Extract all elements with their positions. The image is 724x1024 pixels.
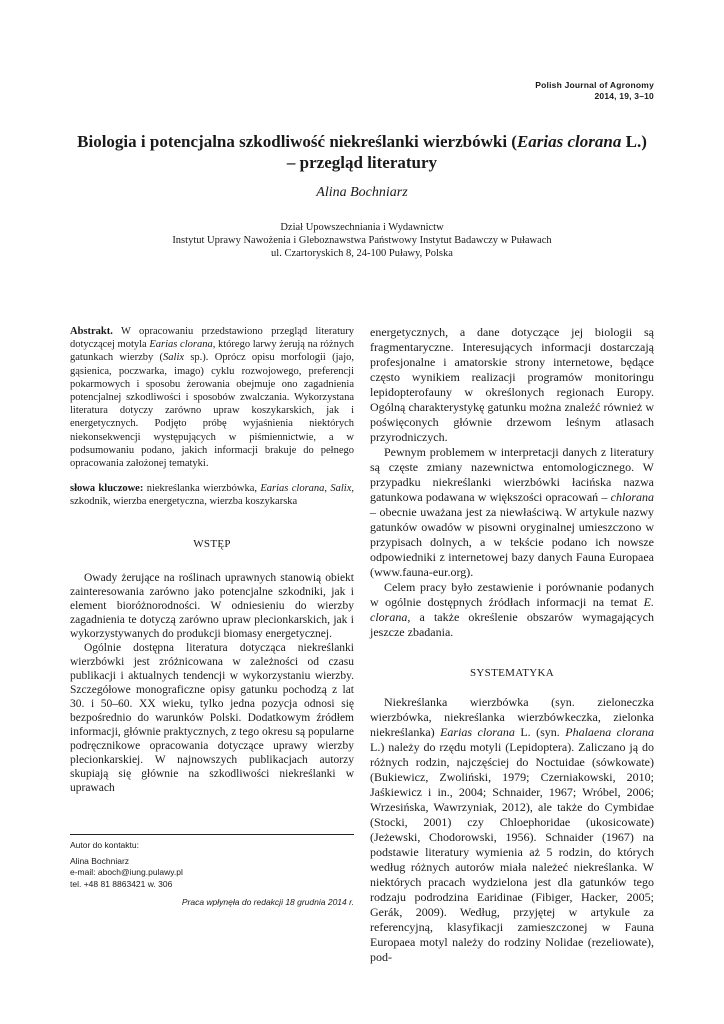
systematics-paragraph [370,695,654,965]
affiliation-line2: Instytut Uprawy Nawożenia i Gleboznawstwa Państwowy Instytut Badawczy w Puławach [172,235,552,246]
right-paragraph-2 [370,445,654,580]
paragraph-species: E. clorana [370,595,654,624]
title-part2: L.) [621,132,647,151]
abstract-text: , którego larwy żerują na różnych gatunkach wierzby ( [70,339,354,364]
footnote-divider [70,834,354,835]
paragraph-text: L.) należy do rzędu motyli (Lepidoptera). Zaliczano ją do różnych rodzin, najczęściej do Noctuidae (sówkowate) (Bukiewicz, Zwoliński, 1979; Czerniakowski, 2010; Jaśkiewicz i in., 2004; Schnaider, 1967; Wróbel, 2006; Wrzesińska, Wawrzyniak, 2012), ale także do Cymbidae (Stocki, 2001) czy Chloephoridae (ukosicowate) (Jeżewski, Chodorowski, 1956). Schnaider (1967) na podstawie literatury wymienia aż 5 rodzin, do których według różnych autorów miała należeć niekreślanka. W niektórych pracach wydzielona jest dla gatunków tego rodzaju podrodzina Earidinae (Fibiger, Hacker, 2005; Gerák, 2009). Według, przyjętej w artykule za referencyjną, klasyfikacji zamieszczonej w Fauna Europaea motyl należy do rodziny Nolidae (rezeliowate), pod- [370,740,654,964]
paragraph-species: chlorana [610,490,654,504]
received-date: Praca wpłynęła do redakcji 18 grudnia 2014 r. [181,897,354,907]
paragraph-species: Phalaena clorana [565,725,655,739]
keywords-label: słowa kluczowe: [70,483,144,495]
contact-label: Autor do kontaktu: [70,840,139,850]
affiliation [60,221,664,260]
right-paragraph-1: energetycznych, a dane dotyczące jej biologii są fragmentaryczne. Interesujących informacji dostarczają profesjonalne i amatorskie strony internetowe, będące często wynikiem realizacji programów monitoringu lepidopterofauny w określonych regionach Europy. Ogólną charakterystykę gatunku można znaleźć również w poświęconych głównie drzewom leśnym atlasach przyrodniczych. [370,325,654,444]
paragraph-text: L. (syn. [514,725,566,739]
section-heading-systematics: SYSTEMATYKA [470,667,554,679]
contact-info [70,840,354,890]
paragraph-species: Earias clorana [440,725,515,739]
keywords-text: niekreślanka wierzbówka, [143,483,261,495]
contact-email[interactable]: e-mail: aboch@iung.pulawy.pl [70,867,183,877]
keywords [70,482,354,508]
abstract-genus: Salix [163,352,185,364]
keywords-genus: Salix [330,483,352,495]
paragraph-text: Pewnym problemem w interpretacji danych z literatury są częste zmiany nazewnictwa entomologicznego. W przypadku niekreślanki wierzbówki łacińska nazwa gatunkowa podawana w większości opracowań – [370,445,654,504]
journal-issue: 2014, 19, 3–10 [594,90,654,101]
title-part1: Biologia i potencjalna szkodliwość niekreślanki wierzbówki ( [77,132,517,151]
paragraph-text: – obecnie uważana jest za niewłaściwą. W artykule nazwy gatunków owadów w pisowni oryginalnej umieszczono w przypisach dolnych, a w tekście podano ich nowsze odpowiedniki z internetowej bazy danych Fauna Europaea (www.fauna-eur.org). [370,505,654,579]
keywords-species: Earias clorana [260,483,325,495]
abstract-text: sp.). Oprócz opisu morfologii (jajo, gąsienica, poczwarka, imago) cyklu rozwojowego, preferencji pokarmowych i sposobu żerowania obejmuje ono zagadnienia potencjalnej szkodliwości i sposobów zwalczania. Wykorzystana literatura dotyczy zarówno upraw koszykarskich, jak i energetycznych. Podjęto próbę wyjaśnienia niektórych niekonsekwencji występujących w piśmiennictwie, a w podsumowaniu podano, jakich informacji brakuje do pełnego opracowania założonej tematyki. [70,352,355,470]
affiliation-line1: Dział Upowszechniania i Wydawnictw [280,222,444,233]
paragraph-text: Niekreślanka wierzbówka (syn. zieloneczka wierzbówka, niekreślanka wierzbówkeczka, zielonka niekreślanka) [370,695,654,739]
author-name: Alina Bochniarz [316,185,408,200]
contact-phone: tel. +48 81 8863421 w. 306 [70,878,173,889]
title-species: Earias clorana [516,132,622,151]
title-line2: – przegląd literatury [286,153,438,172]
intro-paragraph-2: Ogólnie dostępna literatura dotycząca niekreślanki wierzbówki jest zróżnicowana w zależności od czasu publikacji i aktualnych tendencji w wykorzystaniu wierzby. Szczegółowe monograficzne opisy gatunku pochodzą z lat 30. i 50–60. XX wieku, tylko jedna pozycja odnosi się bezpośrednio do warunków Polski. Dodatkowym źródłem informacji, głównie praktycznych, z tego okresu są popularne podręcznikowe opracowania dotyczące uprawy wierzby plecionkarskiej. W najnowszych publikacjach autorzy skupiają się głównie na szkodliwości niekreślanki w uprawach [70,641,354,794]
right-column [370,325,654,965]
contact-name: Alina Bochniarz [70,855,130,866]
journal-name: Polish Journal of Agronomy [535,80,654,90]
affiliation-line3: ul. Czartoryskich 8, 24-100 Puławy, Polska [271,248,453,259]
section-heading-intro: WSTĘP [193,537,231,550]
journal-header [535,80,654,101]
paragraph-text: , a także określenie obszarów wymagających jeszcze zbadania. [370,610,654,639]
left-column [70,325,354,795]
keywords-text: , szkodnik, wierzba energetyczna, wierzba koszykarska [70,483,355,508]
abstract-text: W opracowaniu przedstawiono przegląd literatury dotyczącej motyla [70,326,354,351]
right-paragraph-3 [370,580,654,640]
paragraph-text: Celem pracy było zestawienie i porównanie podanych w ogólnie dostępnych źródłach informacji na temat [370,580,654,609]
abstract [70,325,354,470]
intro-paragraph-1: Owady żerujące na roślinach uprawnych stanowią obiekt zainteresowania zarówno jako potencjalne szkodniki, jak i element bioróżnorodności. W odniesieniu do wierzby zagadnienia te dotyczą zarówno upraw plecionkarskich, jak i wykorzystywanych do produkcji biomasy energetycznej. [70,571,354,640]
abstract-species: Earias clorana [149,339,213,351]
paper-title [60,131,664,173]
abstract-label: Abstrakt. [70,326,113,337]
keywords-text: , [324,483,331,495]
